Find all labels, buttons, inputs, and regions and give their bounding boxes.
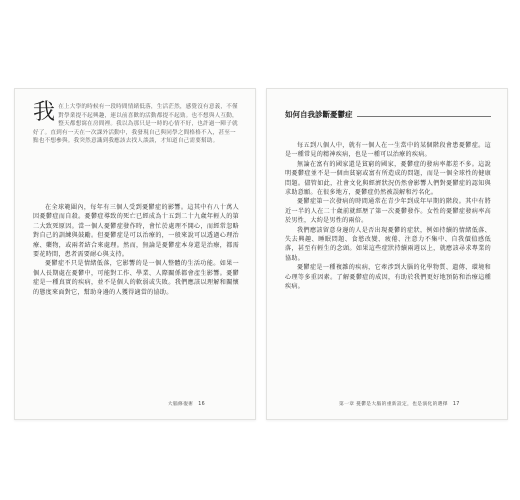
right-page-footer [339, 400, 460, 407]
paragraph: 憂鬱症是一種複雜的疾病，它牽涉到大腦的化學物質、遺傳、環境和心理等多重因素。了解憂鬱症的成因，有助於我們更好地預防和治療這種疾病。 [285, 264, 491, 291]
heading-rule [357, 116, 492, 117]
chapter-intro [33, 100, 239, 146]
paragraph: 無論在富有的國家還是貧窮的國家，憂鬱症的發病率都差不多。這說明憂鬱症並不是一個由貧窮或富有所造成的問題，而是一個全球性的健康問題。儘管如此，社會文化與經濟狀況仍然會影響人們對憂鬱症的認知與求助意願。在很多地方，憂鬱症仍然被誤解和污名化。 [285, 160, 491, 197]
left-book-page [14, 88, 256, 420]
paragraph: 憂鬱症不只是情緒低落，它影響的是一個人整體的生活功能。如果一個人長期處在憂鬱中，可能對工作、學業、人際關係都會產生影響。憂鬱症是一種真實的疾病，並不是個人的軟弱或失敗。我們應該以理解和關懷的態度來面對它，幫助身邊的人獲得適當的協助。 [33, 260, 239, 296]
dropcap: 我 [33, 100, 56, 125]
left-body-text [33, 203, 239, 297]
paragraph: 我們應該留意身邊的人是否出現憂鬱的症狀，例如持續的情緒低落、失去興趣、睡眠問題、食慾改變、疲倦、注意力不集中、自我價值感低落，甚至有輕生的念頭。如果這些症狀持續兩週以上，就應該尋求專業的協助。 [285, 226, 491, 262]
page-number: 16 [198, 402, 205, 407]
paragraph: 在全球範圍內，每年有三個人受到憂鬱症的影響。這其中有八十萬人因憂鬱症而自殺。憂鬱症導致的死亡已經成為十五到二十九歲年輕人的第二大致死原因。當一個人憂鬱症發作時，會忙於處理不開心，而經常忽略對自己的訓練與鼓勵。但憂鬱症是可以治療的，一般來說可以透過心理治療、藥物，或兩者結合來處理。然而，無論是憂鬱症本身還是治療，都需要花時間，患者需要耐心與支持。 [33, 204, 239, 259]
left-page-footer [168, 400, 205, 407]
right-body-text [285, 141, 491, 292]
intro-text: 在上大學的時候有一段時間情緒低落，生活茫然，感覺沒有意義，不僅對學業提不起興趣，連以前喜歡的活動都提不起勁。也不想與人互動，整天都想窩在房間裡。我以為那只是一時的心情不好，也許過一陣子就好了。直到有一天在一次課外活動中，我發現自己與同學之間格格不入，甚至一點也不想參與。我突然意識到我應該去找人談談，才知道自己需要幫助。 [33, 104, 238, 145]
section-title: 如何自我診斷憂鬱症 [285, 110, 353, 119]
book-title-footer: 大腦修復術 [167, 402, 194, 407]
section-heading [285, 109, 491, 120]
right-book-page [266, 88, 508, 420]
paragraph: 每五到八個人中，就有一個人在一生當中的某個階段會患憂鬱症。這是一種常見的精神疾病，也是一種可以治療的疾病。 [285, 142, 491, 159]
paragraph: 憂鬱症第一次發病的時間通常在青少年到成年早期的階段。其中有將近一半的人在二十歲前就經歷了第一次憂鬱發作。女性的憂鬱症發病率高於男性，大約是男性的兩倍。 [285, 198, 491, 225]
page-number: 17 [452, 402, 460, 407]
chapter-title-footer: 第一章 憂鬱是大腦的重新設定，也是演化的選擇 [339, 402, 448, 407]
